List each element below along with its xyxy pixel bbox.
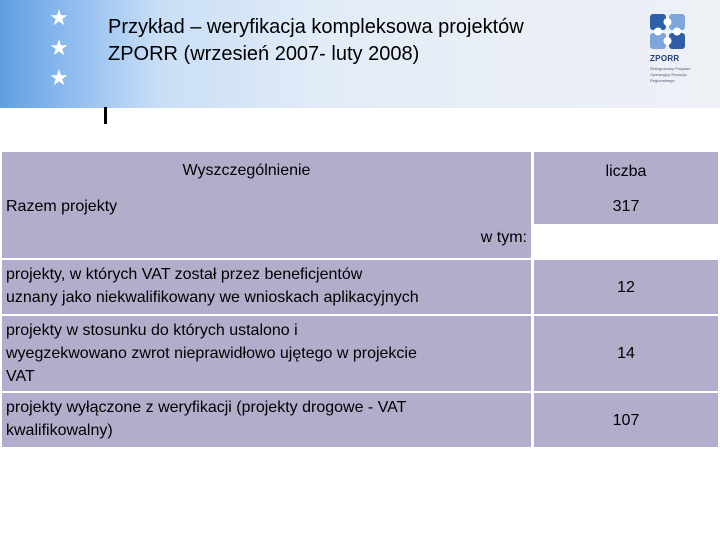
row-value: 12 xyxy=(534,260,718,314)
star-icon: ★ xyxy=(49,36,69,61)
slide-title xyxy=(108,14,668,68)
logo-name: ZPORR xyxy=(650,54,680,63)
row-label xyxy=(2,260,531,314)
star-icon: ★ xyxy=(49,66,69,91)
row-value: 14 xyxy=(534,316,718,391)
total-value: 317 xyxy=(534,190,718,224)
text-cursor-mark xyxy=(104,107,107,124)
header-label: Wyszczególnienie xyxy=(2,152,531,190)
subheader-row xyxy=(2,224,718,258)
table-header-row xyxy=(2,152,718,190)
row-label-line: projekty w stosunku do których ustalono i xyxy=(6,322,298,339)
row-label-line: uznany jako niekwalifikowany we wnioskach aplikacyjnych xyxy=(6,289,419,306)
row-label-line: VAT xyxy=(6,368,35,385)
row-label-line: projekty, w których VAT został przez beneficjentów xyxy=(6,266,363,283)
row-label-line: projekty wyłączone z weryfikacji (projekty drogowe - VAT xyxy=(6,399,407,416)
subheader-value-empty xyxy=(534,224,718,258)
zporr-logo xyxy=(648,12,696,102)
row-label-line: wyegzekwowano zwrot nieprawidłowo ujętego w projekcie xyxy=(6,345,417,362)
logo-subtitle: Zintegrowany Program Operacyjny Rozwoju Regionalnego xyxy=(650,66,691,83)
row-value: 107 xyxy=(534,393,718,447)
zporr-logo-icon xyxy=(648,12,688,52)
header-count: liczba xyxy=(534,152,718,190)
table-row xyxy=(2,316,718,391)
total-label: Razem projekty xyxy=(2,190,531,224)
subheader-label: w tym: xyxy=(2,224,531,258)
row-label-line: kwalifikowalny) xyxy=(6,422,113,439)
star-icon: ★ xyxy=(49,6,69,31)
total-row xyxy=(2,190,718,224)
row-label xyxy=(2,393,531,447)
title-line-1: Przykład – weryfikacja kompleksowa projektów xyxy=(108,16,524,38)
table-row xyxy=(2,393,718,447)
eu-stars xyxy=(44,6,80,90)
title-line-2: ZPORR (wrzesień 2007- luty 2008) xyxy=(108,43,420,65)
row-label xyxy=(2,316,531,391)
table-row xyxy=(2,260,718,314)
